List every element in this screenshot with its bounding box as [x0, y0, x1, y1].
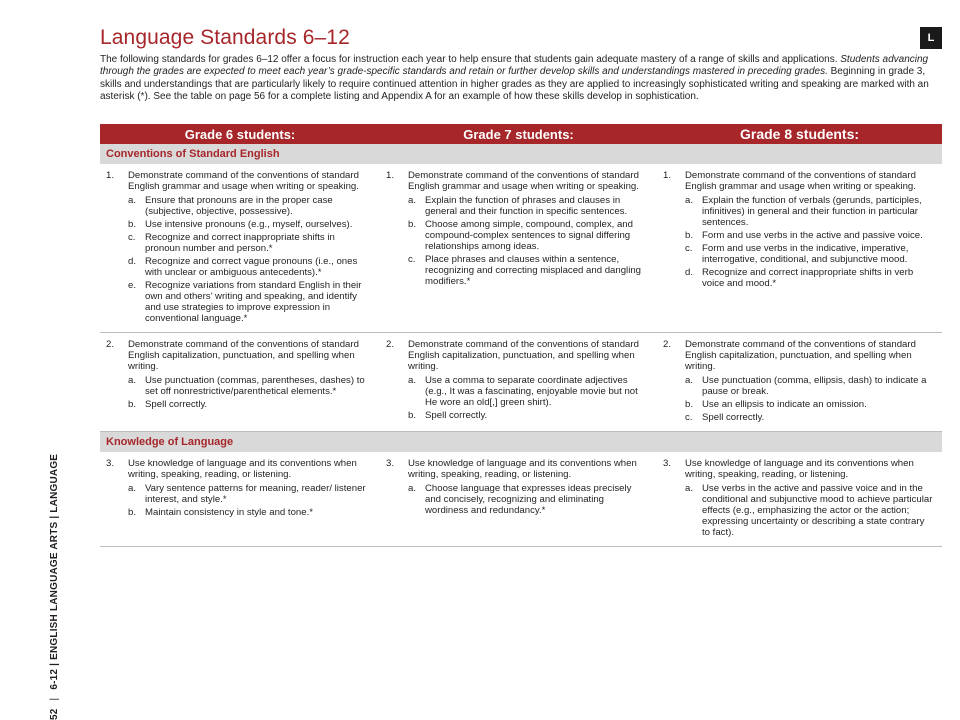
sub-standard	[128, 483, 372, 505]
sub-standard-text: Form and use verbs in the active and passive voice.	[702, 230, 923, 241]
grade-6-cell	[100, 452, 380, 546]
grade-7-cell	[380, 164, 657, 332]
grade-6-cell	[100, 333, 380, 431]
sub-standard-list	[128, 195, 372, 324]
sub-standard	[128, 195, 372, 217]
sub-standard-letter: d.	[685, 267, 694, 278]
sub-standard	[408, 375, 649, 408]
sub-standard-letter: a.	[408, 375, 417, 386]
standard-item	[663, 170, 934, 192]
header-grade-6: Grade 6 students:	[184, 126, 296, 142]
intro-text-2: Beginning in grade 3, skills and understandings that are particularly likely to require continued attention in higher grades as they are applied to increasingly sophisticated writing and speaking are marked with an asterisk (*). See the table on page 56 for a complete listing and Appendix A for an example of how these skills develop in sophistication.	[100, 66, 929, 103]
page-separator: |	[48, 697, 60, 701]
standard-text: Demonstrate command of the conventions of standard English capitalization, punctuation, and spelling when writing.	[408, 339, 639, 372]
sub-standard-text: Use an ellipsis to indicate an omission.	[702, 399, 867, 410]
sub-standard-letter: a.	[685, 483, 694, 494]
sub-standard-list	[408, 483, 649, 516]
intro-text-1: The following standards for grades 6–12 offer a focus for instruction each year to help ensure that students gain adequate mastery of a range of skills and applications.	[100, 54, 841, 65]
standard-item	[663, 458, 934, 480]
sub-standard-list	[128, 483, 372, 518]
sub-standard-list	[408, 375, 649, 421]
standards-table	[100, 124, 942, 547]
sub-standard	[128, 375, 372, 397]
sub-standard	[685, 483, 934, 538]
sub-standard-text: Choose language that expresses ideas precisely and concisely, recognizing and eliminating wordiness and redundancy.*	[425, 483, 632, 516]
standard-item	[106, 458, 372, 480]
sub-standard	[128, 399, 372, 410]
table-row	[100, 164, 942, 333]
standard-item	[663, 339, 934, 372]
sub-standard	[408, 219, 649, 252]
sub-standard-letter: e.	[128, 280, 137, 291]
sub-standard-letter: b.	[128, 507, 137, 518]
standard-text: Use knowledge of language and its conventions when writing, speaking, reading, or listening.	[128, 458, 357, 480]
sub-standard-text: Use punctuation (comma, ellipsis, dash) to indicate a pause or break.	[702, 375, 927, 397]
sub-standard-text: Use intensive pronouns (e.g., myself, ourselves).	[145, 219, 353, 230]
section-heading: Conventions of Standard English	[100, 144, 942, 164]
intro-paragraph	[100, 54, 938, 104]
sub-standard	[685, 412, 934, 423]
sub-standard-letter: b.	[128, 219, 137, 230]
sub-standard-text: Recognize and correct inappropriate shifts in pronoun number and person.*	[145, 232, 335, 254]
standard-number: 3.	[386, 458, 395, 469]
table-row	[100, 333, 942, 432]
sub-standard-letter: c.	[685, 243, 693, 254]
sub-standard-text: Recognize and correct inappropriate shifts in verb voice and mood.*	[702, 267, 914, 289]
sub-standard-letter: a.	[685, 195, 694, 206]
sub-standard-letter: c.	[685, 412, 693, 423]
sub-standard	[685, 267, 934, 289]
sub-standard-text: Spell correctly.	[702, 412, 765, 423]
sub-standard-text: Recognize variations from standard English in their own and others’ writing and speaking, and identify and use strategies to improve expression in conventional language.*	[145, 280, 362, 324]
header-grade-8: Grade 8 students:	[739, 126, 860, 142]
grade-8-cell	[657, 164, 942, 332]
sub-standard-letter: a.	[128, 375, 137, 386]
sub-standard-letter: a.	[408, 195, 417, 206]
standard-text: Demonstrate command of the conventions of standard English capitalization, punctuation, and spelling when writing.	[128, 339, 359, 372]
table-header	[100, 124, 942, 144]
standard-number: 2.	[663, 339, 672, 350]
sub-standard-letter: b.	[408, 219, 417, 230]
sub-standard-text: Explain the function of phrases and clauses in general and their function in specific sentences.	[425, 195, 628, 217]
sub-standard	[128, 256, 372, 278]
sub-standard-letter: a.	[128, 483, 137, 494]
side-running-head	[40, 420, 70, 720]
grade-7-cell	[380, 452, 657, 546]
sub-standard-letter: c.	[128, 232, 136, 243]
sub-standard-letter: b.	[685, 230, 694, 241]
grade-7-cell	[380, 333, 657, 431]
sub-standard	[128, 280, 372, 324]
sub-standard	[685, 195, 934, 228]
sub-standard-text: Use punctuation (commas, parentheses, dashes) to set off nonrestrictive/parenthetical elements.*	[145, 375, 365, 397]
sub-standard-text: Use a comma to separate coordinate adjectives (e.g., It was a fascinating, enjoyable movie but not He wore an old[,] green shirt).	[425, 375, 638, 408]
table-body	[100, 144, 942, 547]
sub-standard-letter: d.	[128, 256, 137, 267]
sub-standard-text: Spell correctly.	[145, 399, 208, 410]
standard-number: 1.	[663, 170, 672, 181]
sub-standard-text: Choose among simple, compound, complex, and compound-complex sentences to signal differing relationships among ideas.	[425, 219, 633, 252]
sub-standard-text: Use verbs in the active and passive voice and in the conditional and subjunctive mood to achieve particular effects (e.g., emphasizing the actor or the action; expressing uncertainty or describing a state contrary to fact).	[702, 483, 933, 538]
intro-text-italic: Students advancing through the grades are expected to meet each year’s grade-specific standards and retain or further develop skills and understandings mastered in preceding grades.	[100, 54, 929, 78]
sub-standard	[685, 230, 934, 241]
sub-standard	[685, 399, 934, 410]
sub-standard	[685, 375, 934, 397]
sub-standard-text: Explain the function of verbals (gerunds, participles, infinitives) in general and their function in particular sentences.	[702, 195, 922, 228]
sub-standard-letter: c.	[408, 254, 416, 265]
standard-item	[386, 170, 649, 192]
sub-standard-list	[685, 483, 934, 538]
sub-standard	[408, 483, 649, 516]
sub-standard-letter: a.	[685, 375, 694, 386]
sub-standard-list	[128, 375, 372, 410]
standard-text: Demonstrate command of the conventions of standard English grammar and usage when writing or speaking.	[685, 170, 916, 192]
sub-standard	[128, 232, 372, 254]
sub-standard-letter: b.	[685, 399, 694, 410]
grade-8-cell	[657, 452, 942, 546]
standard-number: 1.	[386, 170, 395, 181]
sub-standard-list	[685, 375, 934, 423]
table-row	[100, 452, 942, 547]
sub-standard-letter: b.	[408, 410, 417, 421]
section-badge: L	[920, 27, 942, 49]
sub-standard	[128, 219, 372, 230]
sub-standard-letter: a.	[408, 483, 417, 494]
sub-standard	[408, 254, 649, 287]
standard-text: Demonstrate command of the conventions of standard English grammar and usage when writing or speaking.	[408, 170, 639, 192]
standard-item	[386, 458, 649, 480]
sub-standard-text: Vary sentence patterns for meaning, reader/ listener interest, and style.*	[145, 483, 366, 505]
sub-standard	[685, 243, 934, 265]
sub-standard	[408, 195, 649, 217]
page-number: 52	[48, 708, 60, 720]
sub-standard-list	[408, 195, 649, 287]
standard-text: Use knowledge of language and its conventions when writing, speaking, reading, or listening.	[408, 458, 637, 480]
standard-item	[106, 170, 372, 192]
grade-6-cell	[100, 164, 380, 332]
sub-standard-text: Place phrases and clauses within a sentence, recognizing and correcting misplaced and dangling modifiers.*	[425, 254, 641, 287]
sub-standard-text: Ensure that pronouns are in the proper case (subjective, objective, possessive).	[145, 195, 333, 217]
sub-standard-list	[685, 195, 934, 289]
grade-8-cell	[657, 333, 942, 431]
standard-item	[386, 339, 649, 372]
sub-standard-letter: b.	[128, 399, 137, 410]
standard-text: Demonstrate command of the conventions of standard English grammar and usage when writing or speaking.	[128, 170, 359, 192]
section-heading: Knowledge of Language	[100, 432, 942, 452]
standard-text: Demonstrate command of the conventions of standard English capitalization, punctuation, and spelling when writing.	[685, 339, 916, 372]
standard-number: 3.	[106, 458, 115, 469]
standard-number: 3.	[663, 458, 672, 469]
sub-standard-text: Spell correctly.	[425, 410, 488, 421]
standard-number: 2.	[386, 339, 395, 350]
sub-standard	[408, 410, 649, 421]
sub-standard-letter: a.	[128, 195, 137, 206]
sub-standard-text: Form and use verbs in the indicative, imperative, interrogative, conditional, and subjunctive mood.	[702, 243, 909, 265]
sub-standard	[128, 507, 372, 518]
standard-text: Use knowledge of language and its conventions when writing, speaking, reading, or listening.	[685, 458, 914, 480]
running-head-text: 6-12 | ENGLISH LANGUAGE ARTS | LANGUAGE	[48, 453, 60, 690]
standard-number: 1.	[106, 170, 115, 181]
standard-item	[106, 339, 372, 372]
sub-standard-text: Maintain consistency in style and tone.*	[145, 507, 313, 518]
standard-number: 2.	[106, 339, 115, 350]
sub-standard-text: Recognize and correct vague pronouns (i.e., ones with unclear or ambiguous antecedents).*	[145, 256, 358, 278]
header-grade-7: Grade 7 students:	[463, 126, 574, 142]
page-title: Language Standards 6–12	[100, 26, 350, 49]
